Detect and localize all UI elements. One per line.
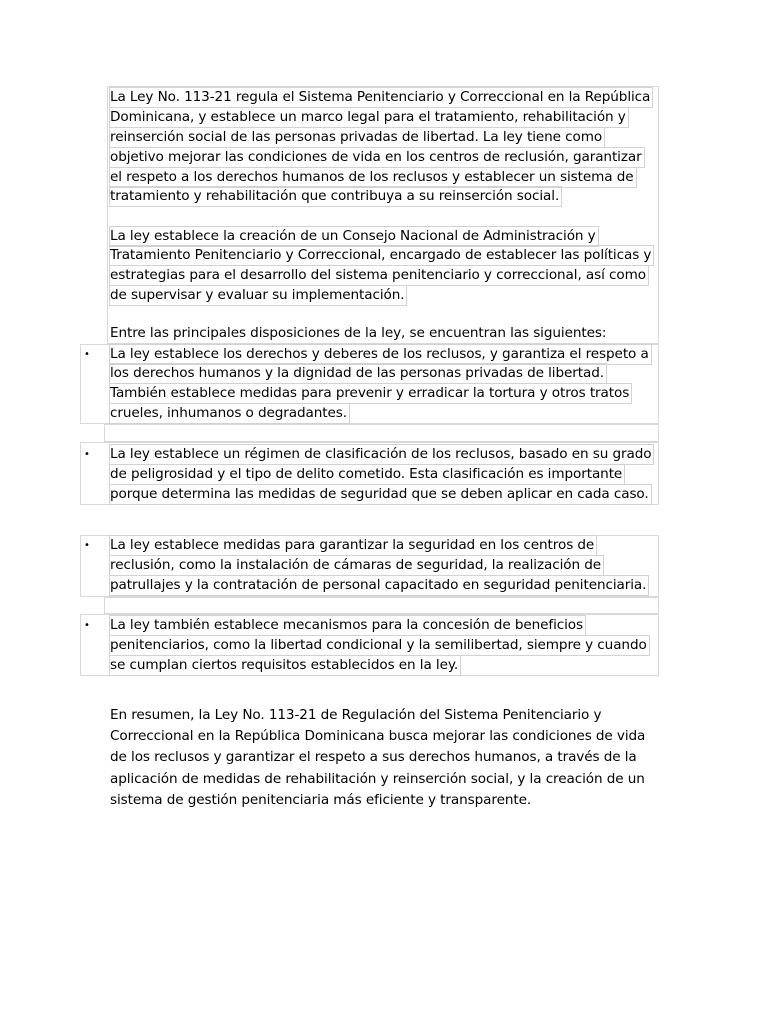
list-spacer-1: [104, 424, 659, 442]
text-line: sistema de gestión penitenciaria más eficiente y transparente.: [110, 792, 532, 808]
text-line: La ley establece medidas para garantizar la seguridad en los centros de: [110, 537, 595, 553]
bullet-marker: •: [84, 449, 90, 460]
text-line: aplicación de medidas de rehabilitación y reinserción social, y la creación de un: [110, 771, 645, 787]
bullet-marker: •: [84, 620, 90, 631]
text-line: La ley establece la creación de un Consejo Nacional de Administración y: [110, 228, 596, 244]
text-line: Dominicana, y establece un marco legal para el tratamiento, rehabilitación y: [110, 109, 626, 125]
text-line: objetivo mejorar las condiciones de vida en los centros de reclusión, garantizar: [110, 149, 642, 165]
text-line: Correccional en la República Dominicana busca mejorar las condiciones de vida: [110, 728, 646, 744]
text-line: reclusión, como la instalación de cámaras de seguridad, la realización de: [110, 557, 602, 573]
text-line: de peligrosidad y el tipo de delito cometido. Esta clasificación es importante: [110, 466, 623, 482]
text-line: de supervisar y evaluar su implementación.: [110, 287, 405, 303]
provisions-intro: Entre las principales disposiciones de la ley, se encuentran las siguientes:: [110, 325, 607, 341]
text-line: La Ley No. 113-21 regula el Sistema Penitenciario y Correccional en la República: [110, 89, 651, 105]
text-line: reinserción social de las personas privadas de libertad. La ley tiene como: [110, 129, 603, 145]
text-line: porque determina las medidas de seguridad que se deben aplicar en cada caso.: [110, 486, 649, 502]
text-line: Tratamiento Penitenciario y Correccional, encargado de establecer las políticas y: [110, 247, 652, 263]
text-line: crueles, inhumanos o degradantes.: [110, 405, 347, 421]
text-line: La ley establece un régimen de clasificación de los reclusos, basado en su grado: [110, 446, 652, 462]
text-line: La ley establece los derechos y deberes de los reclusos, y garantiza el respeto a: [110, 346, 649, 362]
text-line: los derechos humanos y la dignidad de las personas privadas de libertad.: [110, 365, 604, 381]
text-line: patrullajes y la contratación de personal capacitado en seguridad penitenciaria.: [110, 577, 647, 593]
list-spacer-3: [104, 597, 659, 614]
bullet-marker: •: [84, 349, 90, 360]
text-line: penitenciarios, como la libertad condicional y la semilibertad, siempre y cuando: [110, 637, 647, 653]
text-line: También establece medidas para prevenir y erradicar la tortura y otros tratos: [110, 385, 630, 401]
text-line: se cumplan ciertos requisitos establecidos en la ley.: [110, 657, 459, 673]
text-line: La ley también establece mecanismos para la concesión de beneficios: [110, 617, 583, 633]
text-line: de los reclusos y garantizar el respeto a sus derechos humanos, a través de la: [110, 749, 637, 765]
text-line: tratamiento y rehabilitación que contribuya a su reinserción social.: [110, 188, 560, 204]
text-line: el respeto a los derechos humanos de los reclusos y establecer un sistema de: [110, 169, 634, 185]
text-line: En resumen, la Ley No. 113-21 de Regulación del Sistema Penitenciario y: [110, 707, 602, 723]
text-line: estrategias para el desarrollo del sistema penitenciario y correccional, así como: [110, 267, 646, 283]
bullet-marker: •: [84, 540, 90, 551]
